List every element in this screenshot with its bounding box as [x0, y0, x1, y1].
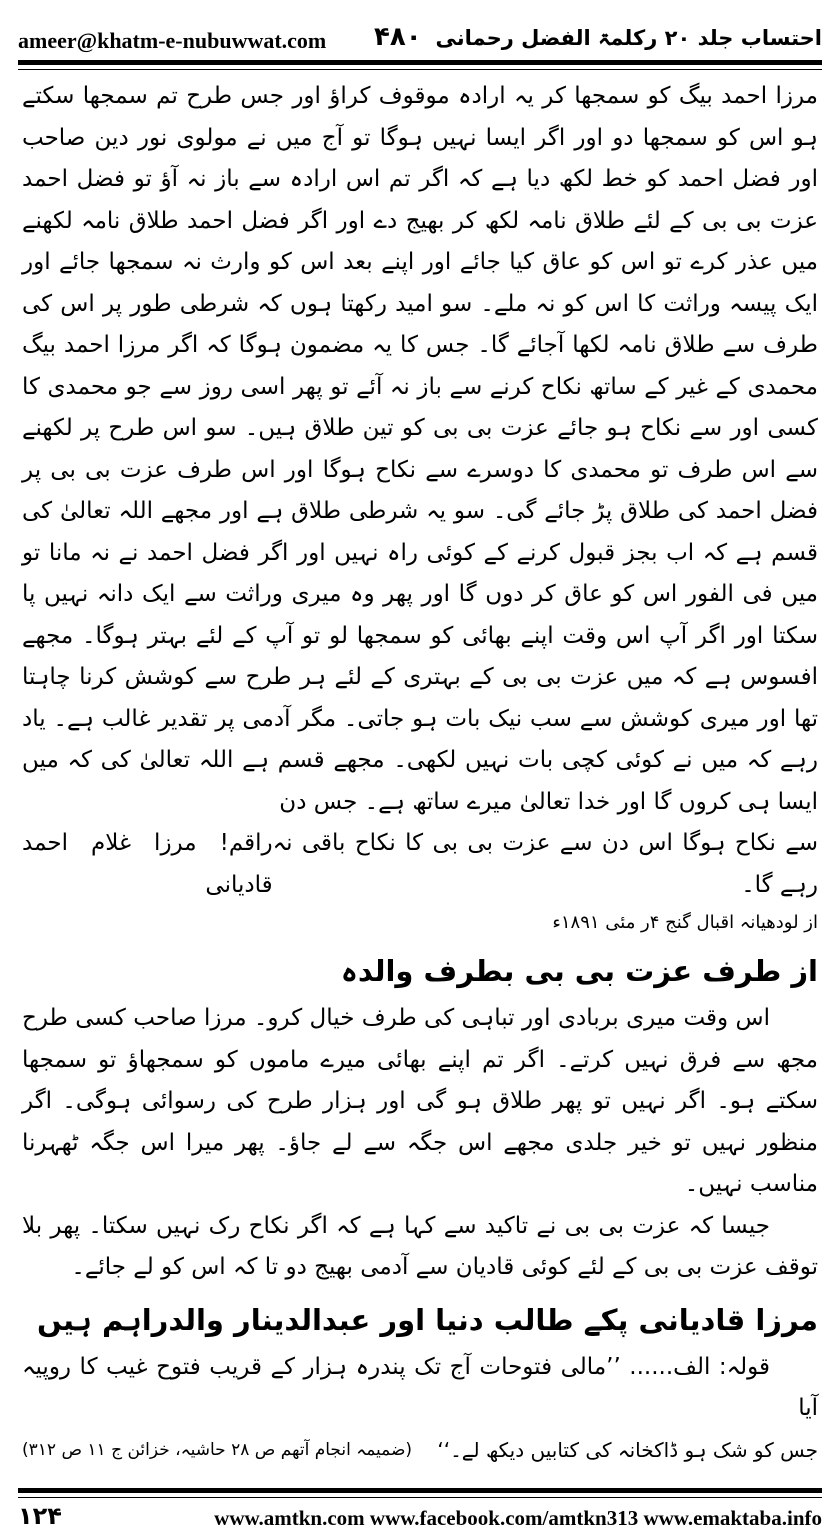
quote-reference-line: [22, 1430, 818, 1472]
quote-line: جس کو شک ہو ڈاکخانہ کی کتابیں دیکھ لے۔‘‘: [437, 1437, 818, 1462]
page-content: [22, 76, 818, 1484]
reference-citation: (ضمیمہ انجام آتھم ص ۲۸ حاشیہ، خزائن ج ۱۱ ص ۳۱۲): [22, 1439, 413, 1460]
header-title: احتساب جلد ۲۰ رکلمۃ الفضل رحمانی: [435, 26, 822, 50]
header-page-number: ۴۸۰: [374, 22, 422, 52]
letter-paragraph: مرزا احمد بیگ کو سمجھا کر یہ ارادہ موقوف کراؤ اور جس طرح تم سمجھا سکتے ہو اس کو سمجھا دو اور اگر ایسا نہیں ہوگا تو آج میں نے مولوی نور دین صاحب اور فضل احمد کو خط لکھ دیا ہے کہ اگر تم اس ارادہ سے باز نہ آؤ تو فضل احمد عزت بی بی کے لئے طلاق نامہ لکھ کر بھیج دے اور اگر فضل احمد طلاق نامہ لکھنے میں عذر کرے تو اس کو عاق کیا جائے اور اپنے بعد اس کو وارث نہ سمجھا جائے اور ایک پیسہ وراثت کا اس کو نہ ملے۔ سو امید رکھتا ہوں کہ شرطی طور پر اس کی طرف سے طلاق نامہ لکھا آجائے گا۔ جس کا یہ مضمون ہوگا کہ اگر مرزا احمد بیگ محمدی کے غیر کے ساتھ نکاح کرنے سے باز نہ آئے تو پھر اسی روز سے جو محمدی کا کسی اور سے نکاح ہو جائے عزت بی بی کو تین طلاق ہیں۔ سو اس طرح پر لکھنے سے اس طرف تو محمدی کا دوسرے سے نکاح ہوگا اور اس طرف عزت بی بی پر فضل احمد کی طلاق پڑ جائے گی۔ سو یہ شرطی طلاق ہے اور مجھے اللہ تعالیٰ کی قسم ہے کہ اب بجز قبول کرنے کے کوئی راہ نہیں اور اگر فضل احمد نے نہ مانا تو میں فی الفور اس کو عاق کر دوں گا اور پھر وہ میری وراثت سے ایک دانہ نہیں پا سکتا اور اگر آپ اس وقت اپنے بھائی کو سمجھا لو تو آپ کے لئے بہتر ہوگا۔ مجھے افسوس ہے کہ میں عزت بی بی کے بہتری کے لئے ہر طرح سے کوشش کرنا چاہتا تھا اور میری کوشش سے سب نیک بات ہو جاتی۔ مگر آدمی پر تقدیر غالب ہے۔ یاد رہے کہ میں نے کوئی کچی بات نہیں لکھی۔ مجھے قسم ہے اللہ تعالیٰ کی کہ میں ایسا ہی کروں گا اور خدا تعالیٰ میرے ساتھ ہے۔ جس دن: [22, 83, 818, 815]
footer-rule: [18, 1488, 822, 1493]
page-header: [18, 22, 822, 58]
footer-websites: www.amtkn.com www.facebook.com/amtkn313 www.emaktaba.info: [214, 1506, 822, 1530]
section-paragraph: جیسا کہ عزت بی بی نے تاکید سے کہا ہے کہ اگر نکاح رک نہیں سکتا۔ پھر بلا توقف عزت بی بی کے لئے کوئی قادیان سے آدمی بھیج دو تا کہ اس کو لے جائے۔: [22, 1212, 818, 1280]
letter-signature: راقم! مرزا غلام احمد قادیانی: [22, 830, 273, 898]
letter-closing: سے نکاح ہوگا اس دن سے عزت بی بی کا نکاح باقی نہ رہے گا۔: [272, 830, 818, 898]
page-footer: [18, 1488, 822, 1532]
letter-closing-line: [22, 823, 818, 906]
header-email: ameer@khatm-e-nubuwwat.com: [18, 28, 327, 53]
quote-line: قولہ: الف...... ’’مالی فتوحات آج تک پندرہ ہزار کے قریب فتوح غیب کا روپیہ آیا: [22, 1353, 818, 1421]
section-heading: مرزا قادیانی پکے طالب دنیا اور عبدالدینار والدراہم ہیں: [36, 1302, 818, 1337]
letter-date: از لودھیانہ اقبال گنج ۴ر مئی ۱۸۹۱ء: [552, 912, 818, 933]
footer-page-number: ۱۲۴: [18, 1502, 62, 1530]
footer-rule-thin: [18, 1497, 822, 1498]
header-rule-thin: [18, 69, 822, 70]
header-rule: [18, 60, 822, 65]
section-paragraph: اس وقت میری بربادی اور تباہی کی طرف خیال کرو۔ مرزا صاحب کسی طرح مجھ سے فرق نہیں کرتے۔ اگر تم اپنے بھائی میرے ماموں کو سمجھاؤ تو سمجھا سکتے ہو۔ اگر نہیں تو پھر طلاق ہو گی اور ہزار طرح کی رسوائی ہوگی۔ اگر منظور نہیں تو خیر جلدی مجھے اس جگہ سے لے جاؤ۔ پھر میرا اس جگہ ٹھہرنا مناسب نہیں۔: [22, 1005, 818, 1197]
section-heading: از طرف عزت بی بی بطرف والدہ: [340, 954, 818, 988]
